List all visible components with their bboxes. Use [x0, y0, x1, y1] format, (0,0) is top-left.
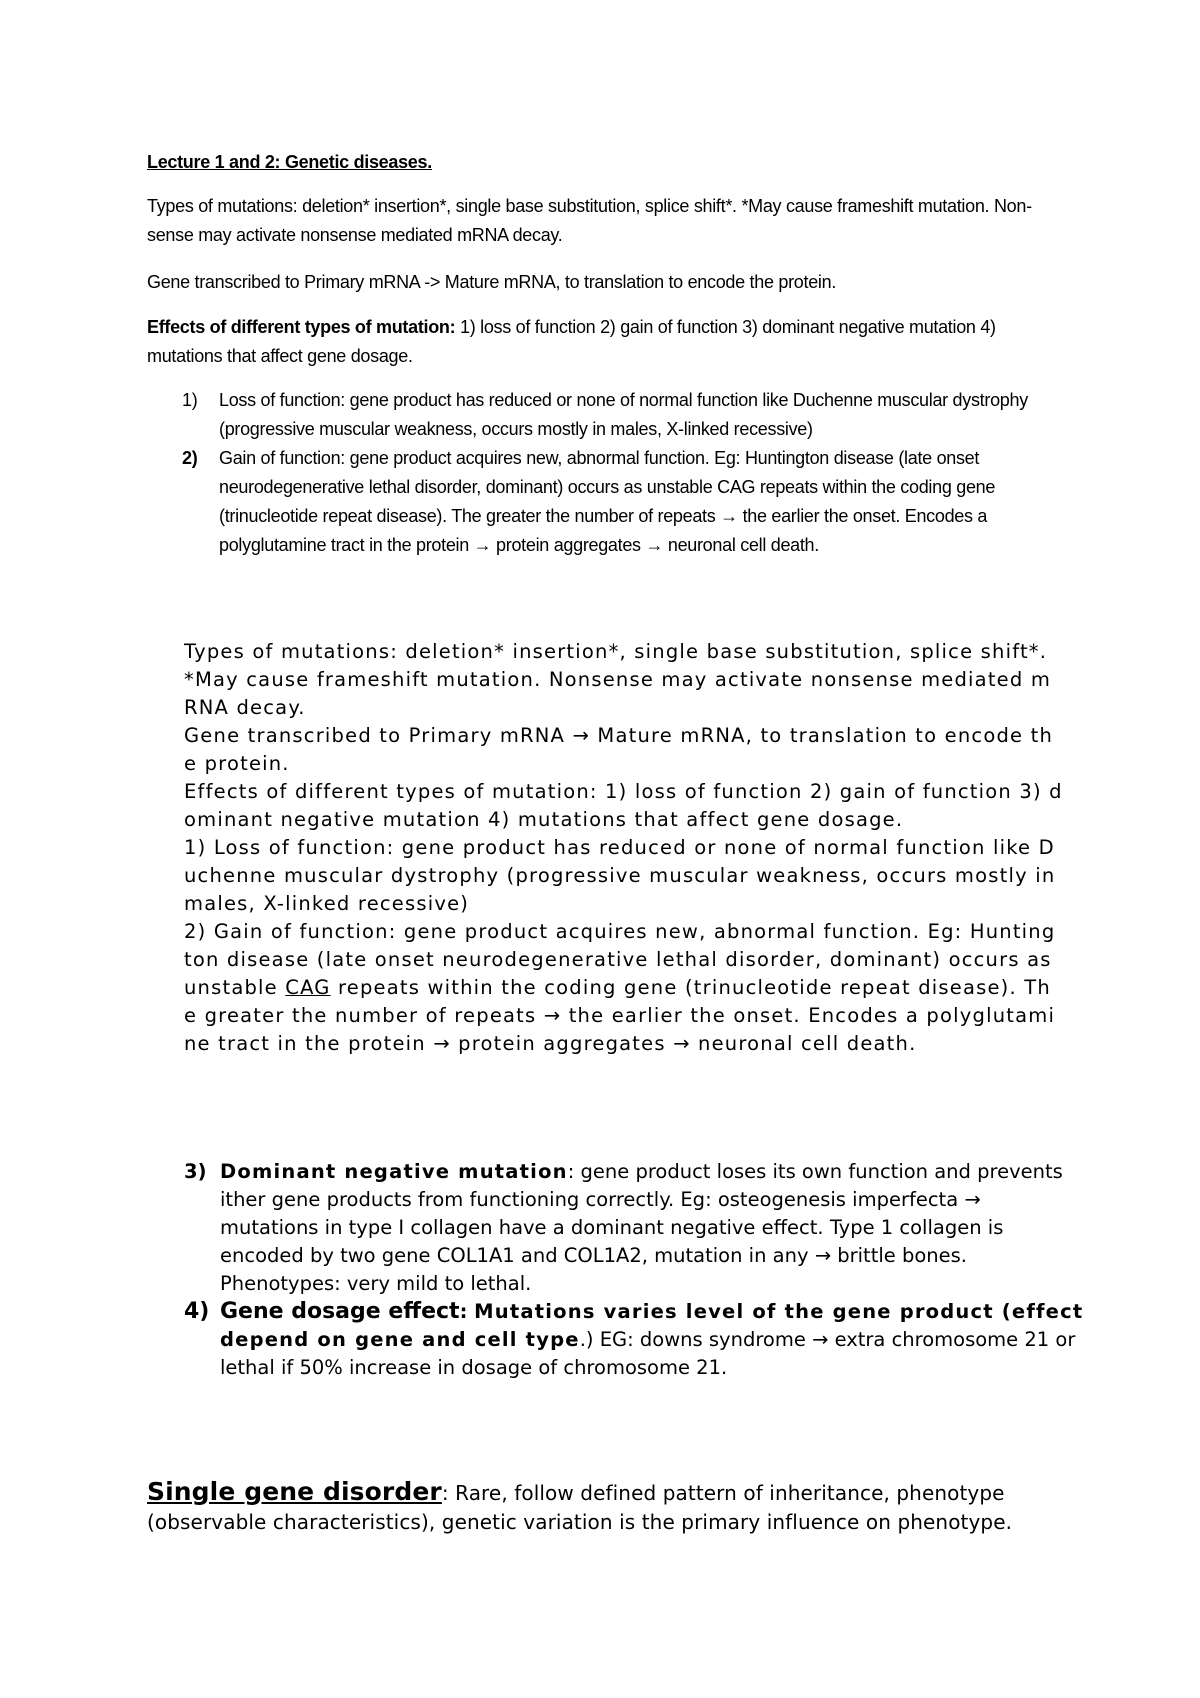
pasted-line: Types of mutations: deletion* insertion*, single base substitution, splice shift*.: [184, 640, 1048, 663]
list-number: 1): [182, 390, 198, 410]
list-item: [147, 386, 1077, 444]
list-item: [184, 1298, 1084, 1382]
pasted-line: [184, 918, 1064, 1058]
list-number: 2): [182, 448, 198, 468]
paragraph-effects: [147, 313, 1067, 371]
single-gene-text: : Rare, follow defined pattern of inheritance, phenotype (observable characteristics), genetic variation is the primary influence on phenotype.: [147, 1481, 1013, 1534]
list-item-colon: :: [459, 1300, 475, 1323]
pasted-line: *May cause frameshift mutation. Nonsense may activate nonsense mediated mRNA decay.: [184, 668, 1052, 719]
list-item-title: Gene dosage effect: [220, 1299, 460, 1324]
numbered-list-1: [147, 386, 1077, 560]
paragraph-gene-transcription: Gene transcribed to Primary mRNA -> Mature mRNA, to translation to encode the protein.: [147, 272, 837, 292]
pasted-line: Gene transcribed to Primary mRNA → Mature mRNA, to translation to encode the protein.: [184, 724, 1054, 775]
list-number: 3): [184, 1160, 207, 1183]
numbered-list-2: [184, 1158, 1084, 1382]
list-item: [147, 444, 1077, 560]
effects-heading: Effects of different types of mutation:: [147, 317, 461, 337]
list-item-text: .) EG: downs syndrome → extra chromosome 21 or lethal if 50% increase in dosage of chromosome 21.: [220, 1328, 1076, 1379]
list-item-text: Gain of function: gene product acquires new, abnormal function. Eg: Huntington disease (late onset neurodegenerative lethal disorder, dominant) occurs as unstable CAG repeats within the coding gene (trinucleotide repeat disease). The greater the number of repeats → the earlier the onset. Encodes a polyglutamine tract in the protein → protein aggregates → neuronal cell death.: [219, 448, 996, 555]
single-gene-heading: Single gene disorder: [147, 1477, 442, 1506]
list-number: 4): [184, 1299, 210, 1324]
paragraph-mutation-types: Types of mutations: deletion* insertion*, single base substitution, splice shift*. *May cause frameshift mutation. Non-sense may activate nonsense mediated mRNA decay.: [147, 196, 1032, 245]
list-item: [184, 1158, 1084, 1298]
single-gene-paragraph: [147, 1477, 1077, 1537]
list-item-bold-text: Mutations varies level of the gene product (effect depend on gene and cell type: [220, 1300, 1084, 1351]
list-item-text: Loss of function: gene product has reduced or none of normal function like Duchenne muscular dystrophy (progressive muscular weakness, occurs mostly in males, X-linked recessive): [219, 390, 1028, 439]
effects-text: 1) loss of function 2) gain of function 3) dominant negative mutation 4) mutations that affect gene dosage.: [147, 317, 996, 366]
pasted-text-block: [184, 638, 1064, 1058]
list-item-title: Dominant negative mutation: [220, 1160, 568, 1183]
list-item-text: : gene product loses its own function and prevents ither gene products from functioning correctly. Eg: osteogenesis imperfecta → mutations in type I collagen have a dominant negative effect. Type 1 collagen is encoded by two gene COL1A1 and COL1A2, mutation in any → brittle bones. Phenotypes: very mild to lethal.: [220, 1160, 1063, 1295]
cag-underlined: CAG: [285, 976, 331, 999]
page-title: Lecture 1 and 2: Genetic diseases.: [147, 152, 432, 172]
pasted-line: Effects of different types of mutation: 1) loss of function 2) gain of function 3) dominant negative mutation 4) mutations that affect gene dosage.: [184, 780, 1063, 831]
pasted-text: 2) Gain of function: gene product acquires new, abnormal function. Eg: Huntington disease (late onset neurodegenerative lethal disorder, dominant) occurs as unstable: [184, 920, 1056, 999]
pasted-line: 1) Loss of function: gene product has reduced or none of normal function like Duchenne muscular dystrophy (progressive muscular weakness, occurs mostly in males, X-linked recessive): [184, 836, 1056, 915]
pasted-text: repeats within the coding gene (trinucleotide repeat disease). The greater the number of repeats → the earlier the onset. Encodes a polyglutamine tract in the protein → protein aggregates → neuronal cell death.: [184, 976, 1056, 1055]
